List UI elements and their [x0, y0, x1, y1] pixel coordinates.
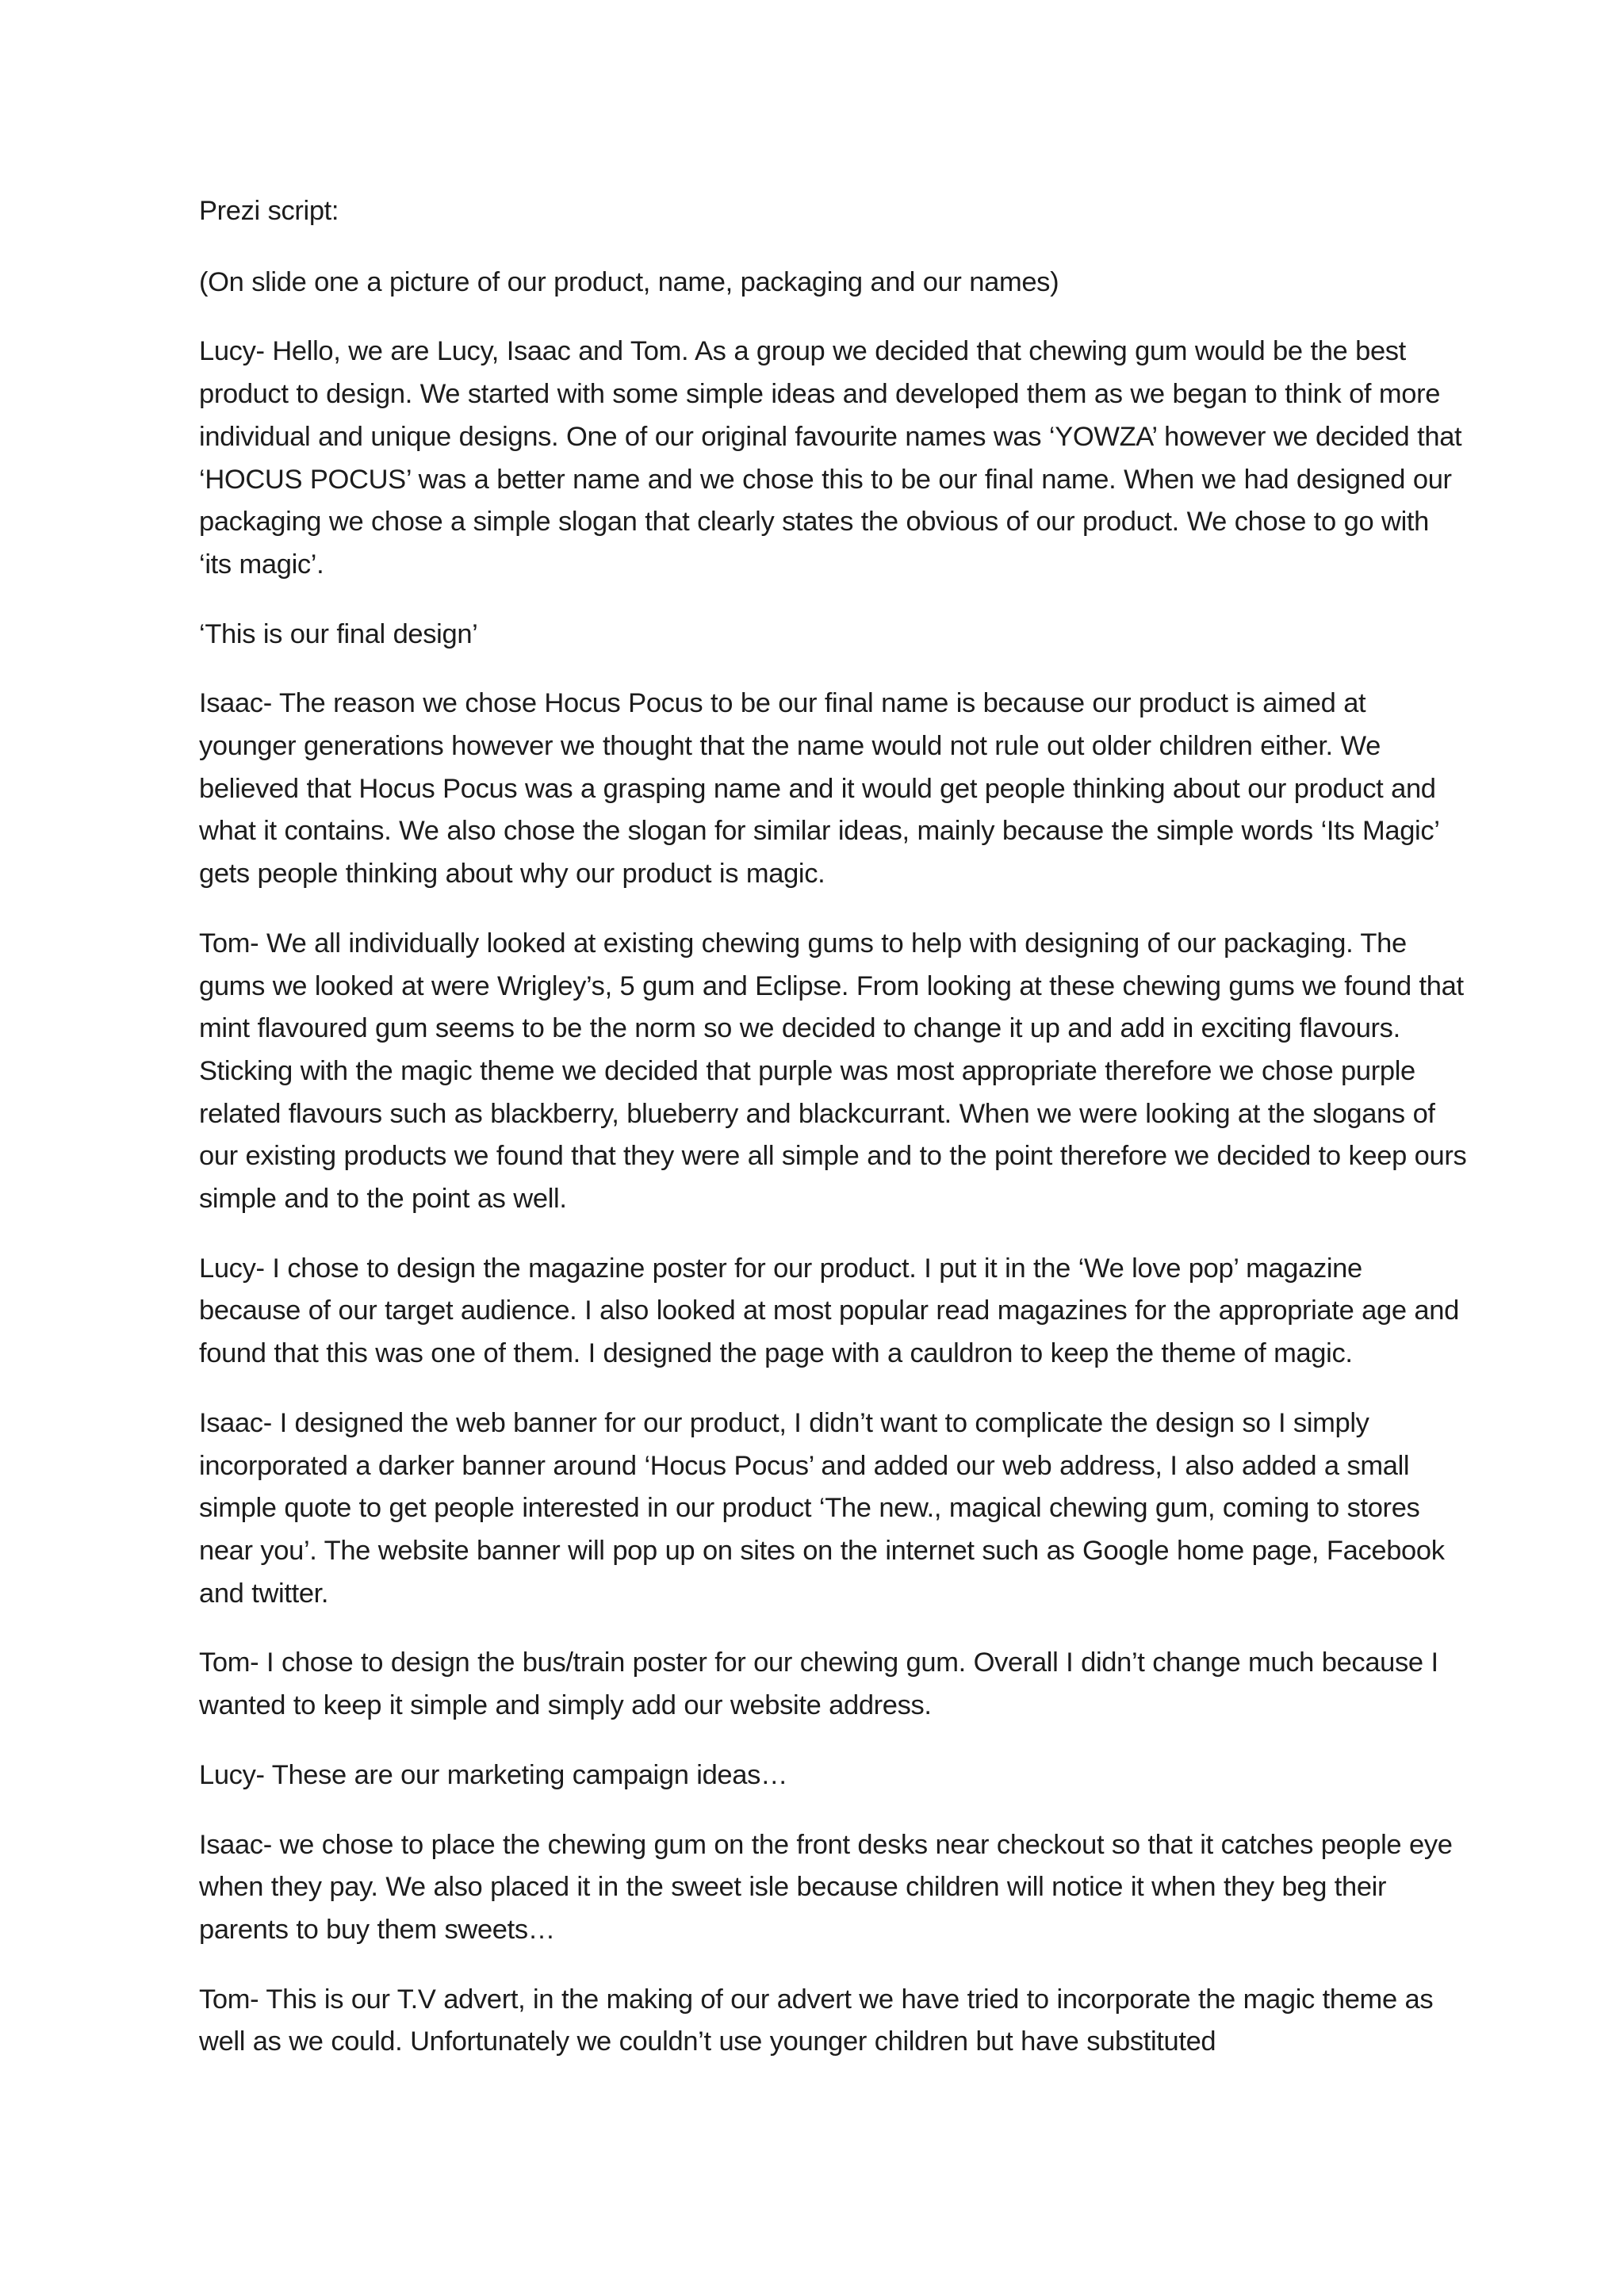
paragraph-tom-research: Tom- We all individually looked at existing chewing gums to help with designing of our packaging. The gums we looked at were Wrigley’s, 5 gum and Eclipse. From looking at these chewing gums we found that mint flavoured gum seems to be the norm so we decided to change it up and add in exciting flavours. Sticking with the magic theme we decided that purple was most appropriate therefore we chose purple related flavours such as blackberry, blueberry and blackcurrant. When we were looking at the slogans of our existing products we found that they were all simple and to the point therefore we decided to keep ours simple and to the point as well.	[199, 928, 1467, 1215]
paragraph-slide-one: (On slide one a picture of our product, name, packaging and our names)	[199, 266, 1059, 297]
paragraph-lucy-intro: Lucy- Hello, we are Lucy, Isaac and Tom. As a group we decided that chewing gum would be the best product to design. We started with some simple ideas and developed them as we began to think of more individual and unique designs. One of our original favourite names was ‘YOWZA’ however we decided that ‘HOCUS POCUS’ was a better name and we chose this to be our final name. When we had designed our packaging we chose a simple slogan that clearly states the obvious of our product. We chose to go with ‘its magic’.	[199, 336, 1462, 580]
document-title: Prezi script:	[199, 196, 339, 226]
paragraph-tom-bus-poster: Tom- I chose to design the bus/train poster for our chewing gum. Overall I didn’t change much because I wanted to keep it simple and simply add our website address.	[199, 1647, 1438, 1721]
paragraph-tom-tv-advert: Tom- This is our T.V advert, in the making of our advert we have tried to incorporate the magic theme as well as we could. Unfortunately we couldn’t use younger children but have substituted	[199, 1984, 1434, 2057]
paragraph-lucy-magazine: Lucy- I chose to design the magazine poster for our product. I put it in the ‘We love pop’ magazine because of our target audience. I also looked at most popular read magazines for the appropriate age and found that this was one of them. I designed the page with a cauldron to keep the theme of magic.	[199, 1253, 1459, 1369]
paragraph-isaac-web-banner: Isaac- I designed the web banner for our product, I didn’t want to complicate the design so I simply incorporated a darker banner around ‘Hocus Pocus’ and added our web address, I also added a small simple quote to get people interested in our product ‘The new., magical chewing gum, coming to stores near you’. The website banner will pop up on sites on the internet such as Google home page, Facebook and twitter.	[199, 1407, 1445, 1609]
paragraph-isaac-name: Isaac- The reason we chose Hocus Pocus to be our final name is because our product is aimed at younger generations however we thought that the name would not rule out older children either. We believed that Hocus Pocus was a grasping name and it would get people thinking about our product and what it contains. We also chose the slogan for similar ideas, mainly because the simple words ‘Its Magic’ gets people thinking about why our product is magic.	[199, 688, 1439, 890]
document-body	[199, 190, 1468, 2091]
paragraph-final-design: ‘This is our final design’	[199, 618, 478, 649]
paragraph-lucy-campaign: Lucy- These are our marketing campaign ideas…	[199, 1759, 788, 1790]
paragraph-isaac-placement: Isaac- we chose to place the chewing gum on the front desks near checkout so that it catches people eye when they pay. We also placed it in the sweet isle because children will notice it when they beg their parents to buy them sweets…	[199, 1829, 1453, 1945]
